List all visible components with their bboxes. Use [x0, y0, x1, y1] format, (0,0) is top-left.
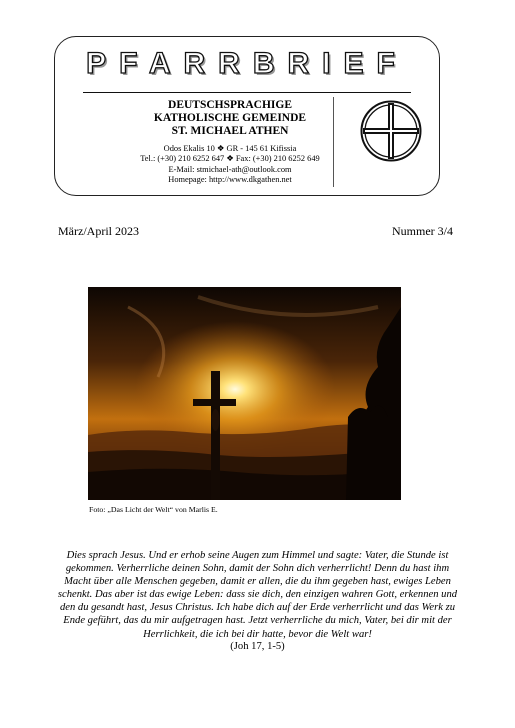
photo-caption: Foto: „Das Licht der Welt“ von Marlis E. [89, 505, 218, 514]
crucifix-sunset-photo [88, 287, 401, 500]
address-line: Odos Ekalis 10 ❖ GR - 145 61 Kifissia [163, 144, 297, 153]
issue-date: März/April 2023 [58, 224, 139, 238]
parish-name-line-2: KATHOLISCHE GEMEINDE [153, 112, 307, 124]
header-box [54, 36, 440, 196]
parish-name-line-1: DEUTSCHSPRACHIGE [168, 99, 292, 111]
phone-line: Tel.: (+30) 210 6252 647 ❖ Fax: (+30) 210 6252 649 [140, 154, 320, 164]
masthead-title: PFARRBRIEF [86, 47, 408, 80]
quote-line: gekommen. Verherrliche deinen Sohn, damit der Sohn dich verherrlicht! Denn du hast ihm [65, 563, 450, 575]
quote-line: Herrlichkeit, die ich bei dir hatte, bevor die Welt war! [143, 628, 372, 640]
cross-in-circle-icon [359, 99, 423, 163]
quote-line: den du gesandt hast, Jesus Christus. Ich habe dich auf der Erde verherrlicht und das Werk zu [59, 602, 456, 614]
parish-info [85, 99, 375, 186]
homepage-line: Homepage: http://www.dkgathen.net [168, 175, 292, 185]
header-rule [83, 92, 411, 93]
parish-name-line-3: ST. MICHAEL ATHEN [171, 125, 289, 137]
bible-quote [40, 549, 475, 641]
quote-line: Dies sprach Jesus. Und er erhob seine Augen zum Himmel und sagte: Vater, die Stunde ist [66, 550, 449, 561]
quote-reference: (Joh 17, 1-5) [230, 641, 285, 652]
quote-line: Ende geführt, das du mir aufgetragen hast. Jetzt verherrliche du mich, Vater, bei dir mit der [63, 615, 452, 627]
quote-line: Macht über alle Menschen gegeben, damit er allen, die du ihm gegeben hast, ewiges Leben [64, 576, 451, 588]
quote-line: schenkt. Das aber ist das ewige Leben: dass sie dich, den einzigen wahren Gott, erkennen und [57, 589, 458, 601]
header-divider [333, 97, 334, 187]
email-line: E-Mail: stmichael-ath@outlook.com [168, 164, 292, 174]
issue-number: Nummer 3/4 [392, 224, 453, 238]
